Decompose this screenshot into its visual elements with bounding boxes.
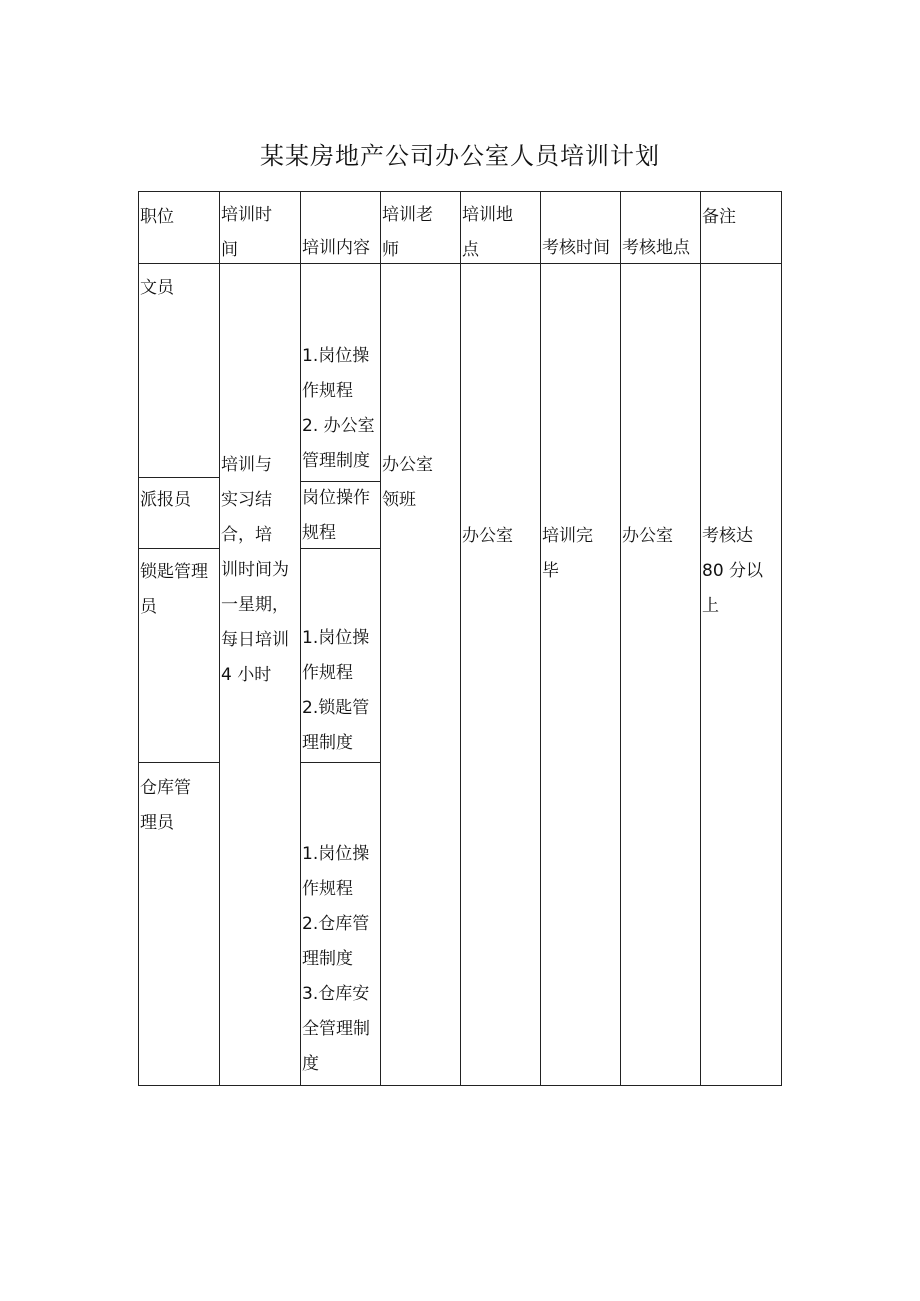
position-clerk: 文员 [140, 278, 174, 298]
position-column [138, 263, 220, 1086]
header-training-place: 培训地 点 [460, 191, 541, 264]
header-training-content: 培训内容 [300, 191, 381, 264]
header-exam-time: 考核时间 [540, 191, 621, 264]
divider [138, 762, 220, 763]
divider [300, 548, 381, 549]
divider [300, 481, 381, 482]
header-exam-place: 考核地点 [620, 191, 701, 264]
header-position: 职位 [138, 191, 220, 264]
exam-place-cell: 办公室 [620, 263, 701, 1086]
content-warehouse-manager: 1.岗位操 作规程 2.仓库管 理制度 3.仓库安 全管理制 度 [302, 844, 370, 1074]
position-newspaper: 派报员 [140, 490, 191, 510]
training-time-cell: 培训与 实习结 合，培 训时间为 一星期， 每日培训 4 小时 [219, 263, 301, 1086]
training-place-cell: 办公室 [460, 263, 541, 1086]
exam-time-cell: 培训完 毕 [540, 263, 621, 1086]
header-note: 备注 [700, 191, 782, 264]
position-key-manager: 锁匙管理 员 [140, 562, 208, 617]
trainer-cell: 办公室 领班 [380, 263, 461, 1086]
document-title: 某某房地产公司办公室人员培训计划 [260, 142, 660, 170]
content-key-manager: 1.岗位操 作规程 2.锁匙管 理制度 [302, 628, 370, 753]
content-newspaper: 岗位操作 规程 [302, 488, 370, 543]
note-cell: 考核达 80 分以 上 [700, 263, 782, 1086]
content-column [300, 263, 381, 1086]
divider [138, 477, 220, 478]
divider [300, 762, 381, 763]
content-clerk: 1.岗位操 作规程 2. 办公室 管理制度 [302, 346, 375, 471]
position-warehouse-manager: 仓库管 理员 [140, 778, 191, 833]
header-trainer: 培训老 师 [380, 191, 461, 264]
divider [138, 548, 220, 549]
header-training-time: 培训时 间 [219, 191, 301, 264]
